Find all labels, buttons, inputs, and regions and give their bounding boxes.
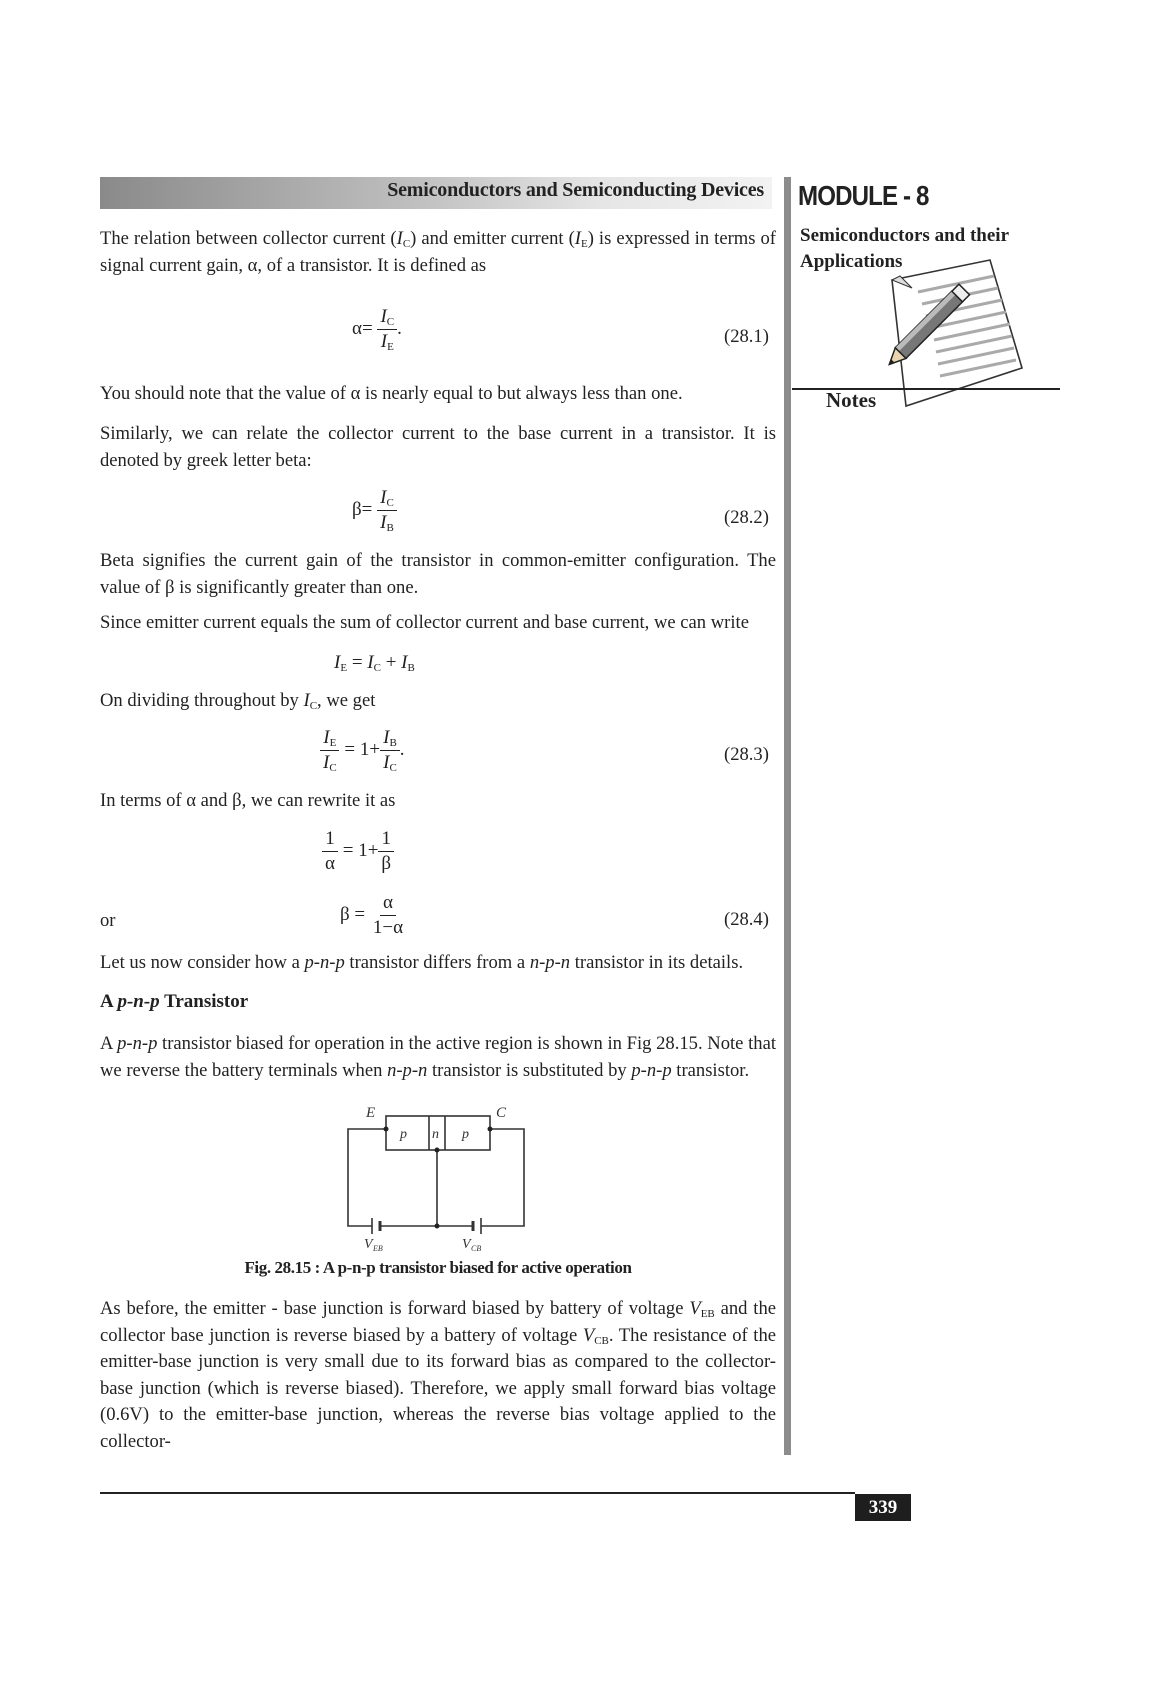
- running-header: [100, 177, 772, 209]
- paragraph-pnp-vs-npn: Let us now consider how a p-n-p transistor differs from a n-p-n transistor in its details.: [100, 952, 744, 973]
- paragraph-alpha-beta: In terms of α and β, we can rewrite it as: [100, 790, 396, 811]
- paragraph-alpha-note: You should note that the value of α is nearly equal to but always less than one.: [100, 383, 683, 404]
- equation-number-28-4: (28.4): [724, 909, 769, 930]
- section-heading-pnp: A p-n-p Transistor: [100, 991, 249, 1012]
- paragraph-pnp-biasing: A p-n-p transistor biased for operation in the active region is shown in Fig 28.15. Note that we reverse the battery terminals when n-p-n transistor is substituted by p-n-p transistor.: [100, 1033, 776, 1081]
- label-vcb-sub: CB: [471, 1244, 482, 1252]
- paragraph-beta-intro: Similarly, we can relate the collector current to the base current in a transistor. It is denoted by greek letter beta:: [100, 423, 776, 471]
- equation-28-3: $\frac{I_E}{I_C}$ = 1+ $\frac{I_B}{I_C}$ .: [320, 727, 405, 774]
- figure-caption: Fig. 28.15 : A p-n-p transistor biased for active operation: [244, 1258, 632, 1277]
- label-emitter: E: [366, 1105, 376, 1121]
- label-collector: C: [496, 1105, 507, 1121]
- label-veb-sub: EB: [373, 1244, 383, 1252]
- equation-number-28-2: (28.2): [724, 507, 769, 528]
- module-subtitle: Semiconductors and their Applications: [800, 225, 1009, 272]
- equation-28-4: β = $\frac{\alpha}{1-\alpha}$: [340, 892, 404, 938]
- notes-label: Notes: [826, 388, 877, 412]
- running-header-title: Semiconductors and Semiconducting Devices: [387, 179, 764, 201]
- label-veb: V: [364, 1237, 373, 1252]
- paragraph-alpha-intro: The relation between collector current $(I_C)$ and emitter current $(I_E)$ is expressed in terms of signal current gain, α, of a transistor. It is defined as: [100, 228, 776, 276]
- page-number: 339: [855, 1494, 911, 1521]
- or-label: or: [100, 910, 116, 931]
- region-p-right: p: [462, 1127, 469, 1142]
- module-title: MODULE - 8: [798, 180, 929, 211]
- margin-divider: [784, 177, 791, 1455]
- equation-reciprocal: $\frac{1}{\alpha}$ = 1+ $\frac{1}{\beta}$: [322, 828, 394, 875]
- region-n: n: [432, 1127, 439, 1142]
- equation-28-1: α= $\frac{I_C}{I_E}$ .: [352, 306, 402, 353]
- label-vcb: V: [462, 1237, 471, 1252]
- paragraph-dividing: On dividing throughout by $I_C$, we get: [100, 690, 376, 712]
- paragraph-forward-bias: As before, the emitter - base junction is forward biased by battery of voltage $V_{EB}$ and the collector base junction is reverse biased by a battery of voltage $V_{CB}$. The resistance of the emitter-base junction is very small due to its forward bias as compared to the collector-base junction (which is reverse biased). Therefore, we apply small forward bias voltage (0.6V) to the emitter-base junction, whereas the reverse bias voltage applied to the collector-: [100, 1298, 776, 1452]
- notes-pencil-icon: [870, 258, 1030, 408]
- equation-number-28-3: (28.3): [724, 744, 769, 765]
- paragraph-emitter-sum: Since emitter current equals the sum of collector current and base current, we can write: [100, 612, 749, 633]
- region-p-left: p: [400, 1127, 407, 1142]
- paragraph-beta-meaning: Beta signifies the current gain of the transistor in common-emitter configuration. The value of β is significantly greater than one.: [100, 550, 776, 598]
- equation-current-sum: $I_E = I_C + I_B$: [334, 652, 415, 674]
- equation-number-28-1: (28.1): [724, 326, 769, 347]
- footer-rule: [100, 1492, 855, 1494]
- pnp-circuit-diagram: [330, 1102, 540, 1252]
- equation-28-2: β= $\frac{I_C}{I_B}$: [352, 487, 397, 534]
